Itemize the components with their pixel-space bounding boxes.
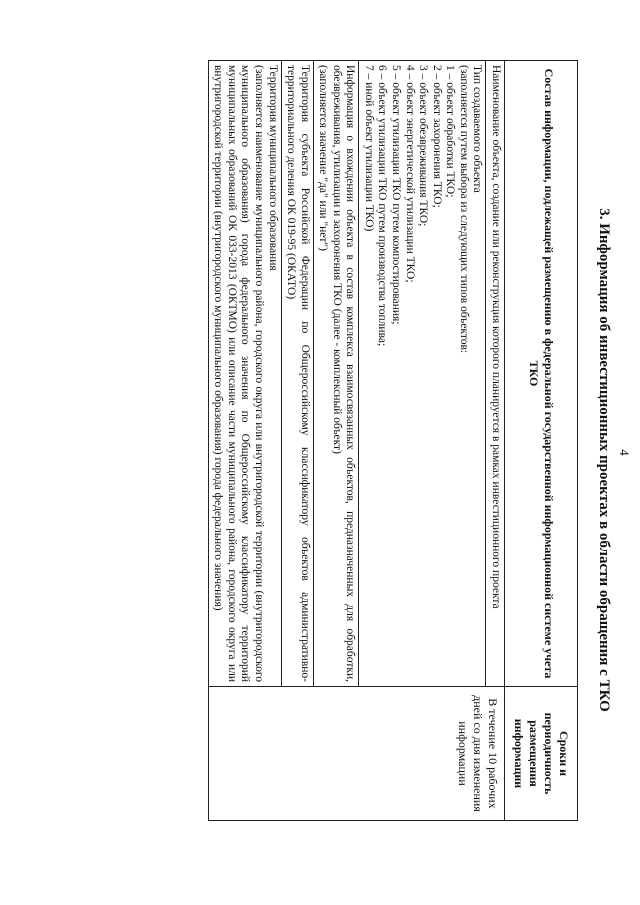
row-text: 6 – объект утилизации ТКО путем производства топлива; xyxy=(376,65,389,347)
row-text: Информация о вхождении объекта в состав комплекса взаимосвязанных объектов, предназначенных для обработки, обезвреживания, утилизации и захоронения ТКО (далее - комплексный объект) xyxy=(330,65,357,682)
row-text: Наименование объекта, создание или реконструкция которого планируется в рамках инвестиционного проекта xyxy=(490,65,502,609)
row-subject-territory xyxy=(281,61,313,687)
row-text: (заполняется наименование муниципального района, городского округа или внутригородской территории (внутригородского муниципального образования) города федерального значения по Общероссийскому классификатору территорий муниципальных образований ОК 033-2013 (ОКТМО) или описание части муниципального района, городского округа или внутригородской территории (внутригородского муниципального образования) города федерального значения) xyxy=(212,65,265,682)
header-composition: Состав информации, подлежащей размещению в федеральной государственной информационной системе учета ТКО xyxy=(505,61,578,687)
row-text: 1 – объект обработки ТКО; xyxy=(444,65,457,198)
row-text: (заполняется значение "да" или "нет") xyxy=(317,65,330,251)
deadline-cell: В течение 10 рабочих дней со дня изменения информации xyxy=(208,687,504,821)
row-text: 4 – объект энергетической утилизации ТКО; xyxy=(403,65,416,283)
row-text: Территория муниципального образования xyxy=(266,65,279,271)
row-text: (заполняется путем выбора из следующих типов объектов: xyxy=(457,65,470,354)
section-title: 3. Информация об инвестиционных проектах в области обращения с ТКО xyxy=(596,208,612,712)
row-text: Территория субъекта Российской Федерации по Общероссийскому классификатору объектов административно-территориального деления ОК 019-95 (ОКАТО) xyxy=(285,65,311,682)
row-text: 7 – иной объект утилизации ТКО) xyxy=(362,65,375,232)
row-text: 2 – объект захоронения ТКО; xyxy=(430,65,443,208)
row-text: 5 – объект утилизации ТКО путем компостирования; xyxy=(390,65,403,325)
info-table xyxy=(208,60,578,821)
row-text: 3 – объект обезвреживания ТКО; xyxy=(417,65,430,227)
header-deadline: Сроки и периодичность размещения информации xyxy=(505,687,578,821)
row-object-name xyxy=(486,61,505,687)
page-number: 4 xyxy=(617,449,632,456)
table-row xyxy=(486,61,505,821)
row-municipal-territory xyxy=(208,61,281,687)
row-text: Тип создаваемого объекта xyxy=(471,65,484,193)
row-object-type xyxy=(359,61,486,687)
header-row xyxy=(505,61,578,821)
row-complex-object xyxy=(313,61,359,687)
